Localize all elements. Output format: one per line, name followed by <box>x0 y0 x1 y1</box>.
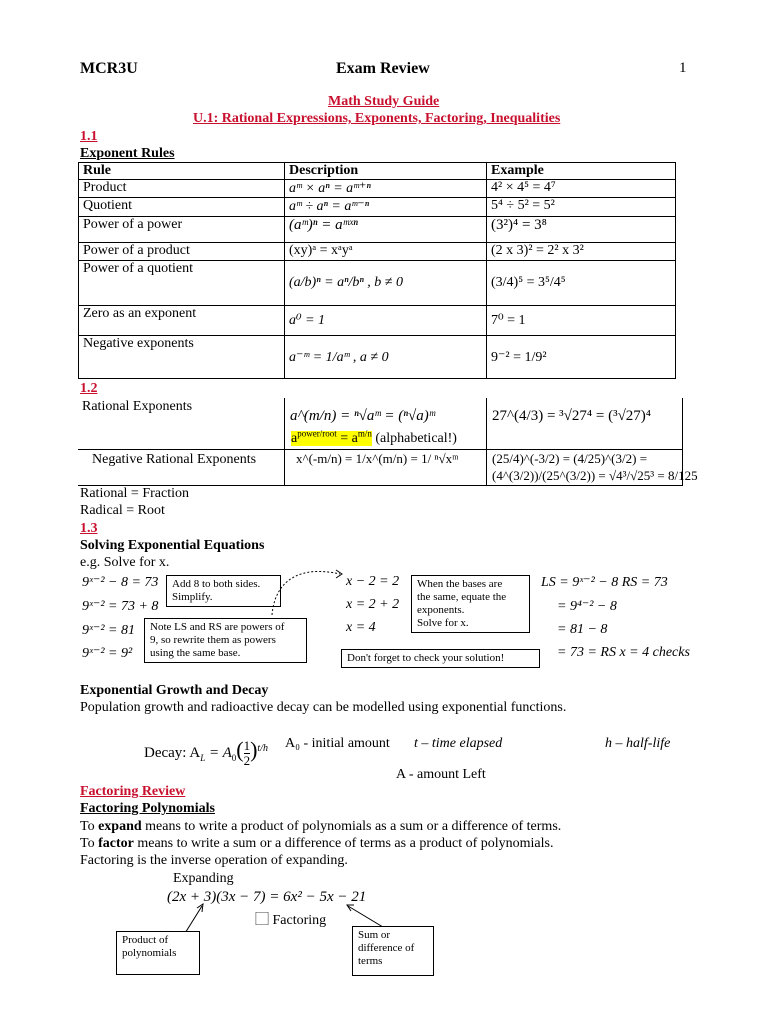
note-add-8: Add 8 to both sides. Simplify. <box>166 575 281 607</box>
rule-cell: Quotient <box>79 198 285 217</box>
exponent-rules-table <box>78 162 676 379</box>
rational-exponents-example: 27^(4/3) = ³√27⁴ = (³√27)⁴ <box>492 408 652 424</box>
exponent-rules-heading: Exponent Rules <box>80 146 175 161</box>
example-cell: (3/4)⁵ = 3⁵/4⁵ <box>487 261 676 306</box>
example-cell: 5⁴ ÷ 5² = 5² <box>487 198 676 217</box>
description-cell: (aᵐ)ⁿ = aᵐˣⁿ <box>285 217 487 243</box>
factor-definition <box>80 836 553 852</box>
time-elapsed: t – time elapsed <box>414 736 503 751</box>
radical-definition: Radical = Root <box>80 503 165 518</box>
initial-amount: A₀ - initial amount <box>285 736 390 751</box>
solving-exponential-heading: Solving Exponential Equations <box>80 538 265 553</box>
half-life: h – half-life <box>605 736 671 751</box>
section-1-1: 1.1 <box>80 129 98 144</box>
factor-to: To <box>80 836 99 851</box>
col-header-description: Description <box>285 163 487 180</box>
factoring-label: ⃞ Factoring <box>255 913 327 928</box>
factor-word: factor <box>98 836 134 851</box>
negative-rational-example-1: (25/4)^(-3/2) = (4/25)^(3/2) = <box>492 451 648 466</box>
description-cell: aᵐ × aⁿ = aᵐ⁺ⁿ <box>285 180 487 198</box>
equation-step-2: 9ˣ⁻² = 73 + 8 <box>82 599 159 614</box>
expand-definition <box>80 819 561 835</box>
growth-decay-heading: Exponential Growth and Decay <box>80 683 269 698</box>
negative-rational-label: Negative Rational Exponents <box>92 452 257 467</box>
amount-left: A - amount Left <box>396 767 486 782</box>
decay-formula: Decay: $A_L = A_0$( $\frac{1}{2}$ )$^{t/h}$ <box>144 737 268 769</box>
hl-m-n: m/n <box>357 428 372 439</box>
mid-step-1: x − 2 = 2 <box>346 574 400 589</box>
note-check-solution: Don't forget to check your solution! <box>341 649 540 668</box>
page-number: 1 <box>679 60 687 76</box>
description-cell: aᵐ ÷ aⁿ = aᵐ⁻ⁿ <box>285 198 487 217</box>
hl-equals-a: = a <box>336 431 358 446</box>
note-powers-of-9: Note LS and RS are powers of 9, so rewrite them as powers using the same base. <box>144 618 307 663</box>
decay-label: Decay: A <box>144 745 201 761</box>
equation-step-1: 9ˣ⁻² − 8 = 73 <box>82 575 159 590</box>
factoring-polynomials-heading: Factoring Polynomials <box>80 801 215 816</box>
rule-cell: Power of a power <box>79 217 285 243</box>
guide-title: Math Study Guide <box>328 94 440 109</box>
hl-note: (alphabetical!) <box>371 431 457 446</box>
product-of-polynomials-box: Product of polynomials <box>116 931 200 975</box>
equation-step-3: 9ˣ⁻² = 81 <box>82 623 135 638</box>
unit-title: U.1: Rational Expressions, Exponents, Factoring, Inequalities <box>193 111 561 126</box>
course-code: MCR3U <box>80 60 138 77</box>
alphabetical-note <box>291 428 457 447</box>
section-1-3: 1.3 <box>80 521 98 536</box>
description-cell: a⁰ = 1 <box>285 306 487 336</box>
dotted-arrow <box>270 560 350 640</box>
check-line-1: LS = 9ˣ⁻² − 8 RS = 73 <box>541 575 668 590</box>
hl-a: a <box>291 431 298 446</box>
inverse-operation-text: Factoring is the inverse operation of expanding. <box>80 853 348 868</box>
check-line-4: = 73 = RS x = 4 checks <box>557 645 690 660</box>
page-title: Exam Review <box>336 60 430 77</box>
factor-rest: means to write a sum or a difference of terms as a product of polynomials. <box>133 836 554 851</box>
sum-or-difference-box: Sum or difference of terms <box>352 926 434 976</box>
rule-cell: Zero as an exponent <box>79 306 285 336</box>
expanding-label: Expanding ⃞ <box>173 871 249 886</box>
example-cell: 7⁰ = 1 <box>487 306 676 336</box>
equation-step-4: 9ˣ⁻² = 9² <box>82 646 133 661</box>
check-line-3: = 81 − 8 <box>557 622 608 637</box>
example-prompt: e.g. Solve for x. <box>80 555 170 570</box>
col-header-rule: Rule <box>79 163 285 180</box>
mid-step-3: x = 4 <box>346 620 376 635</box>
description-cell: (xy)ᵃ = xᵃyᵃ <box>285 243 487 261</box>
check-line-2: = 9⁴⁻² − 8 <box>557 599 617 614</box>
description-cell: a⁻ᵐ = 1/aᵐ , a ≠ 0 <box>285 336 487 379</box>
example-cell: (3²)⁴ = 3⁸ <box>487 217 676 243</box>
rule-cell: Product <box>79 180 285 198</box>
rational-exponents-description: a^(m/n) = ⁿ√aᵐ = (ⁿ√a)ᵐ <box>290 408 435 424</box>
rule-cell: Power of a product <box>79 243 285 261</box>
negative-rational-description: x^(-m/n) = 1/x^(m/n) = 1/ ⁿ√xᵐ <box>296 451 459 466</box>
example-cell: 9⁻² = 1/9² <box>487 336 676 379</box>
expand-word: expand <box>98 819 142 834</box>
expand-to: To <box>80 819 99 834</box>
rule-cell: Negative exponents <box>79 336 285 379</box>
rational-exponents-label: Rational Exponents <box>82 399 193 414</box>
rule-cell: Power of a quotient <box>79 261 285 306</box>
col-header-example: Example <box>487 163 676 180</box>
rational-definition: Rational = Fraction <box>80 486 189 501</box>
factoring-equation: (2x + 3)(3x − 7) = 6x² − 5x − 21 <box>167 889 367 905</box>
example-cell: (2 x 3)² = 2² x 3² <box>487 243 676 261</box>
description-cell: (a/b)ⁿ = aⁿ/bⁿ , b ≠ 0 <box>285 261 487 306</box>
expand-rest: means to write a product of polynomials as a sum or a difference of terms. <box>141 819 562 834</box>
note-equate-exponents: When the bases are the same, equate the exponents. Solve for x. <box>411 575 530 633</box>
growth-decay-text: Population growth and radioactive decay can be modelled using exponential functions. <box>80 700 567 715</box>
example-cell: 4² × 4⁵ = 4⁷ <box>487 180 676 198</box>
factoring-review-heading: Factoring Review <box>80 784 186 799</box>
mid-step-2: x = 2 + 2 <box>346 597 400 612</box>
negative-rational-example-2: (4^(3/2))/(25^(3/2)) = √4³/√25³ = 8/125 <box>492 468 698 483</box>
hl-power-root: power/root <box>297 428 337 439</box>
section-1-2: 1.2 <box>80 381 98 396</box>
